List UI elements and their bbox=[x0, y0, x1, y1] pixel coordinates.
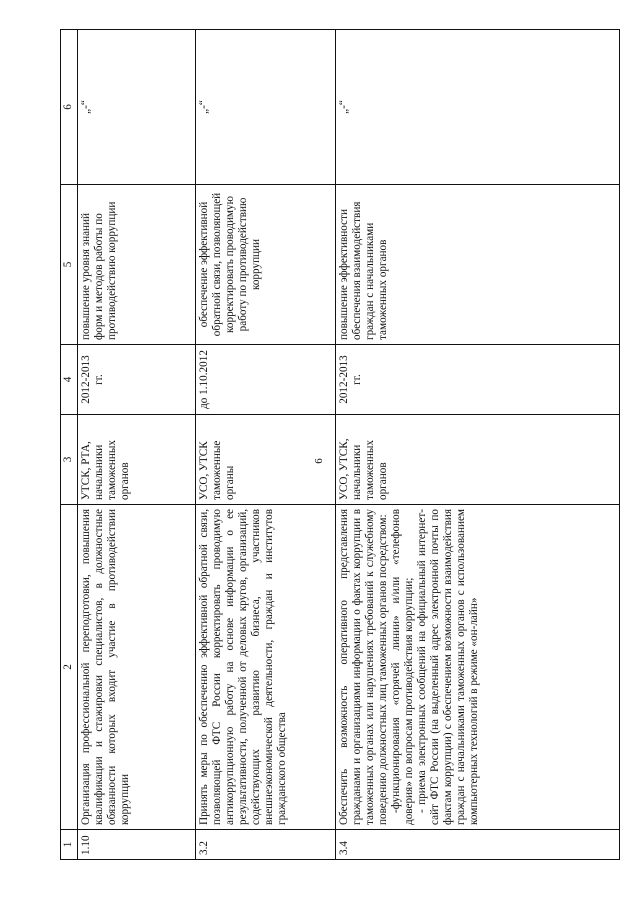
header-cell-4: 4 bbox=[61, 345, 78, 415]
activity-item: - приема электронных сообщений на официальный интернет-сайт ФТС России (на выделенный адрес электронной почты по фактам коррупции) с обеспечением возможности взаимодействия граждан с начальниками таможенных органов с использованием компьютерных технологий в режиме «он-лайн» bbox=[416, 509, 480, 825]
activity-cell: Принять меры по обеспечению эффективной обратной связи, позволяющей ФТС России корректировать проводимую антикоррупционную работу на основе информации о ее результативности, полученной от деловых кругов, организаций, содействующих развитию бизнеса, участников внешнеэкономической деятельности, граждан и институтов гражданского общества bbox=[196, 505, 336, 830]
deadline-cell: 2012-2013 гг. bbox=[336, 345, 620, 415]
activity-main-text: Обеспечить возможность оперативного представления гражданами и организациями информации о фактах коррупции в таможенных органах или нарушениях требований к служебному поведению должностных лиц таможенных органов посредством: bbox=[338, 509, 389, 825]
measures-table bbox=[60, 29, 620, 860]
activity-cell: Организация профессиональной переподготовки, повышения квалификации и стажировки специалистов, в должностные обязанности которых входит участие в противодействии коррупции bbox=[78, 505, 196, 830]
executors-cell: УТСК, РТА, начальники таможенных органов bbox=[78, 415, 196, 505]
header-cell-2: 2 bbox=[61, 505, 78, 830]
header-row bbox=[61, 30, 78, 860]
table-row bbox=[78, 30, 196, 860]
result-cell: обеспечение эффективной обратной связи, позволяющей корректировать проводимую работу по противодействию коррупции bbox=[196, 185, 336, 345]
activity-item: -функционирования «горячей линии» и/или «телефонов доверия» по вопросам противодействия коррупции; bbox=[390, 509, 415, 825]
page-number: 6 bbox=[312, 458, 325, 464]
table-row bbox=[196, 30, 336, 860]
header-cell-5: 5 bbox=[61, 185, 78, 345]
deadline-cell: 2012-2013 гг. bbox=[78, 345, 196, 415]
executors-cell: УСО, УТСК таможенные органы bbox=[196, 415, 336, 505]
note-cell: „-“ bbox=[196, 30, 336, 185]
row-number: 1.10 bbox=[78, 830, 196, 860]
row-number: 3.2 bbox=[196, 830, 336, 860]
table-row bbox=[336, 30, 620, 860]
result-cell: повышение эффективности обеспечения взаимодействия граждан с начальниками таможенных органов bbox=[336, 185, 620, 345]
executors-cell: УСО, УТСК, начальники таможенных органов bbox=[336, 415, 620, 505]
result-cell: повышение уровня знаний форм и методов работы по противодействию коррупции bbox=[78, 185, 196, 345]
header-cell-6: 6 bbox=[61, 30, 78, 185]
deadline-cell: до 1.10.2012 bbox=[196, 345, 336, 415]
row-number: 3.4 bbox=[336, 830, 620, 860]
note-cell: „-“ bbox=[78, 30, 196, 185]
header-cell-3: 3 bbox=[61, 415, 78, 505]
header-cell-1: 1 bbox=[61, 830, 78, 860]
rotated-table-container bbox=[60, 30, 620, 860]
note-cell: „-“ bbox=[336, 30, 620, 185]
activity-cell bbox=[336, 505, 620, 830]
